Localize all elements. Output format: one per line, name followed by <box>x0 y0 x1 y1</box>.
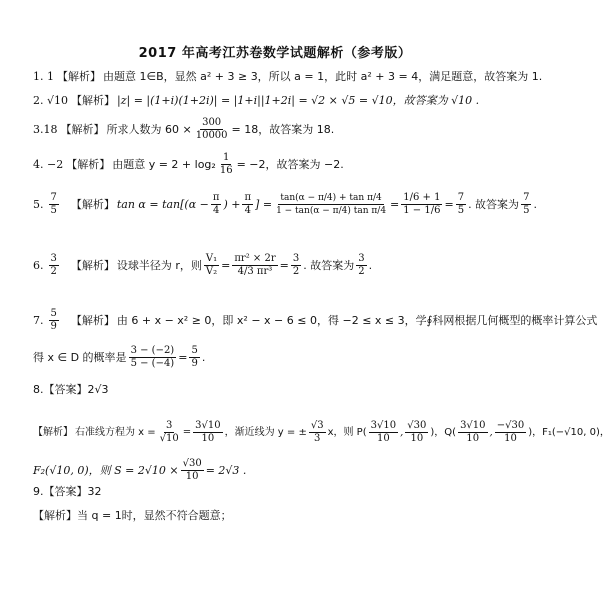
denominator: 9 <box>191 358 198 369</box>
fraction <box>211 192 222 217</box>
fraction <box>495 420 526 445</box>
denominator: 10 <box>201 433 215 444</box>
denominator: 10 <box>466 433 480 444</box>
denominator: 5 − (−4) <box>130 358 175 369</box>
denominator: 5 <box>457 205 465 216</box>
denominator: √10 <box>159 433 179 444</box>
expr: x，则 P( <box>327 426 367 438</box>
numerator: 3 <box>292 253 300 264</box>
fraction <box>204 253 219 278</box>
analysis-tag: 【解析】 <box>70 197 115 211</box>
analysis-text-pre: 由题意 y = 2 + log₂ <box>112 157 216 171</box>
denominator: 9 <box>50 321 57 332</box>
expr: = <box>279 258 289 272</box>
numerator: tan(α − π/4) + tan π/4 <box>280 193 382 203</box>
fraction <box>158 420 181 445</box>
answer-line-5 <box>33 192 537 217</box>
denominator: 10 <box>376 433 390 444</box>
expr: . <box>368 258 373 272</box>
numerator: 300 <box>202 117 222 128</box>
numerator: 5 <box>50 308 57 319</box>
denominator: 10 <box>410 433 424 444</box>
expr: = <box>444 197 454 211</box>
answer-line-4 <box>33 152 344 177</box>
answer-line-2 <box>33 94 479 108</box>
analysis-text: |z| = |(1+i)(1+2i)| = |1+i||1+2i| = √2 × √5 = √10，故答案为 √10 . <box>117 94 480 107</box>
numerator: 1/6 + 1 <box>403 192 441 203</box>
denominator: 5 <box>50 205 57 216</box>
answer-line-6 <box>33 253 372 278</box>
answer-line-7 <box>33 308 597 333</box>
expr: = <box>221 258 231 272</box>
answer-line-8 <box>33 383 109 397</box>
fraction <box>193 420 222 445</box>
denominator: 2 <box>292 266 300 277</box>
page-title: 2017 年高考江苏卷数学试题解析（参考版） <box>138 46 412 61</box>
numerator: 3 <box>50 253 57 264</box>
denominator: 10000 <box>195 130 228 141</box>
numerator: 3 <box>358 253 365 264</box>
denominator: 10 <box>504 433 517 444</box>
numerator: 3√10 <box>195 420 221 431</box>
denominator: 10 <box>185 471 199 482</box>
expr: )，F₁(−√10, 0)， <box>528 426 610 438</box>
numerator: π <box>212 192 220 203</box>
expr: ，渐近线为 y = ± <box>224 426 307 438</box>
numerator: 3 <box>166 420 173 431</box>
expr: . 故答案为 <box>468 197 520 211</box>
numerator: √30 <box>407 420 427 431</box>
question-number: 2. √10 <box>33 94 68 107</box>
expr: F₂(√10, 0)，则 S = 2√10 × <box>33 463 179 477</box>
analysis-tag: 【解析】 <box>70 258 115 272</box>
answer-line-3 <box>33 117 334 142</box>
expr: = <box>390 197 400 211</box>
expr: . 故答案为 <box>303 258 355 272</box>
numerator: √30 <box>182 458 202 469</box>
expr: . <box>533 197 537 211</box>
answer-fraction <box>49 308 59 333</box>
denominator: 1 − 1/6 <box>403 205 441 216</box>
denominator: V₂ <box>205 266 218 277</box>
fraction <box>218 152 235 177</box>
question-number: 5. <box>33 197 44 211</box>
numerator: √3 <box>310 420 324 431</box>
numerator: 7 <box>457 192 465 203</box>
numerator: 7 <box>523 192 530 203</box>
fraction <box>242 192 253 217</box>
answer-text: 8.【答案】2√3 <box>33 383 109 396</box>
denominator: 4/3 πr³ <box>237 266 273 277</box>
numerator: 1 <box>223 152 230 163</box>
fraction <box>189 345 199 370</box>
denominator: 4 <box>244 205 251 216</box>
answer-line-7-cont <box>33 345 205 370</box>
fraction <box>369 420 398 445</box>
analysis-tag: 【解析】 <box>33 426 73 438</box>
numerator: V₁ <box>205 253 218 264</box>
fraction <box>181 458 204 483</box>
analysis-line-8 <box>33 420 610 445</box>
numerator: 3√10 <box>370 420 397 431</box>
numerator: 3 − (−2) <box>130 345 175 356</box>
fraction <box>405 420 428 445</box>
question-number: 1. 1 <box>33 70 54 83</box>
answer-line-9 <box>33 485 102 499</box>
answer-fraction <box>49 253 59 278</box>
analysis-text-post: = 18，故答案为 18. <box>231 122 335 136</box>
expr: 右准线方程为 x = <box>75 426 156 438</box>
numerator: 5 <box>191 345 198 356</box>
numerator: 3√10 <box>460 420 486 431</box>
analysis-text: 【解析】当 q = 1时，显然不符合题意； <box>33 509 232 522</box>
analysis-text-pre: 所求人数为 60 × <box>106 122 192 136</box>
analysis-line-9 <box>33 509 232 523</box>
expr: 得 x ∈ D 的概率是 <box>33 350 127 364</box>
denominator: 2 <box>50 266 57 277</box>
expr: . <box>201 350 206 364</box>
expr: = 2√3 . <box>205 463 247 477</box>
fraction <box>232 253 277 278</box>
fraction <box>194 117 230 142</box>
fraction <box>458 420 487 445</box>
denominator: 4 <box>212 205 220 216</box>
expr: , <box>400 426 404 438</box>
numerator: πr² × 2r <box>234 253 276 264</box>
expr: , <box>489 426 493 438</box>
numerator: 7 <box>50 192 57 203</box>
expr: = <box>182 426 192 438</box>
numerator: −√30 <box>496 420 525 431</box>
denominator: 2 <box>358 266 365 277</box>
analysis-tag: 【解析】 <box>66 157 111 171</box>
expr: tan α = tan[(α − <box>116 197 209 211</box>
fraction <box>521 192 531 217</box>
fraction <box>356 253 366 278</box>
expr: ) + <box>223 197 241 211</box>
analysis-tag: 【解析】 <box>70 313 115 327</box>
analysis-tag: 【解析】 <box>60 122 105 136</box>
answer-line-1 <box>33 70 542 84</box>
numerator: π <box>244 192 252 203</box>
question-number: 3.18 <box>33 122 58 136</box>
analysis-text: 由题意 1∈B，显然 a² + 3 ≥ 3，所以 a = 1，此时 a² + 3 = 4，满足题意，故答案为 1. <box>103 70 543 83</box>
denominator: 16 <box>219 165 233 176</box>
expr: ] = <box>255 197 273 211</box>
answer-fraction <box>49 192 59 217</box>
fraction <box>129 345 177 370</box>
denominator: 5 <box>523 205 530 216</box>
analysis-tag: 【解析】 <box>57 70 101 83</box>
denominator: 1 − tan(α − π/4) tan π/4 <box>276 206 387 216</box>
fraction <box>401 192 442 217</box>
analysis-text-post: = −2，故答案为 −2. <box>236 157 344 171</box>
expr: = <box>178 350 188 364</box>
analysis-line-8-cont <box>33 458 246 483</box>
answer-text: 9.【答案】32 <box>33 485 102 498</box>
analysis-text: 由 6 + x − x² ≥ 0，即 x² − x − 6 ≤ 0，得 −2 ≤ x ≤ 3，学∮科网根据几何概型的概率计算公式 <box>116 313 598 327</box>
fraction <box>309 420 326 445</box>
denominator: 3 <box>314 433 321 444</box>
analysis-tag: 【解析】 <box>71 94 115 107</box>
question-number: 4. −2 <box>33 157 64 171</box>
question-number: 7. <box>33 313 44 327</box>
fraction <box>291 253 301 278</box>
fraction <box>456 192 466 217</box>
fraction <box>274 192 388 217</box>
question-number: 6. <box>33 258 44 272</box>
expr: )，Q( <box>430 426 457 438</box>
expr: 设球半径为 r，则 <box>116 258 202 272</box>
